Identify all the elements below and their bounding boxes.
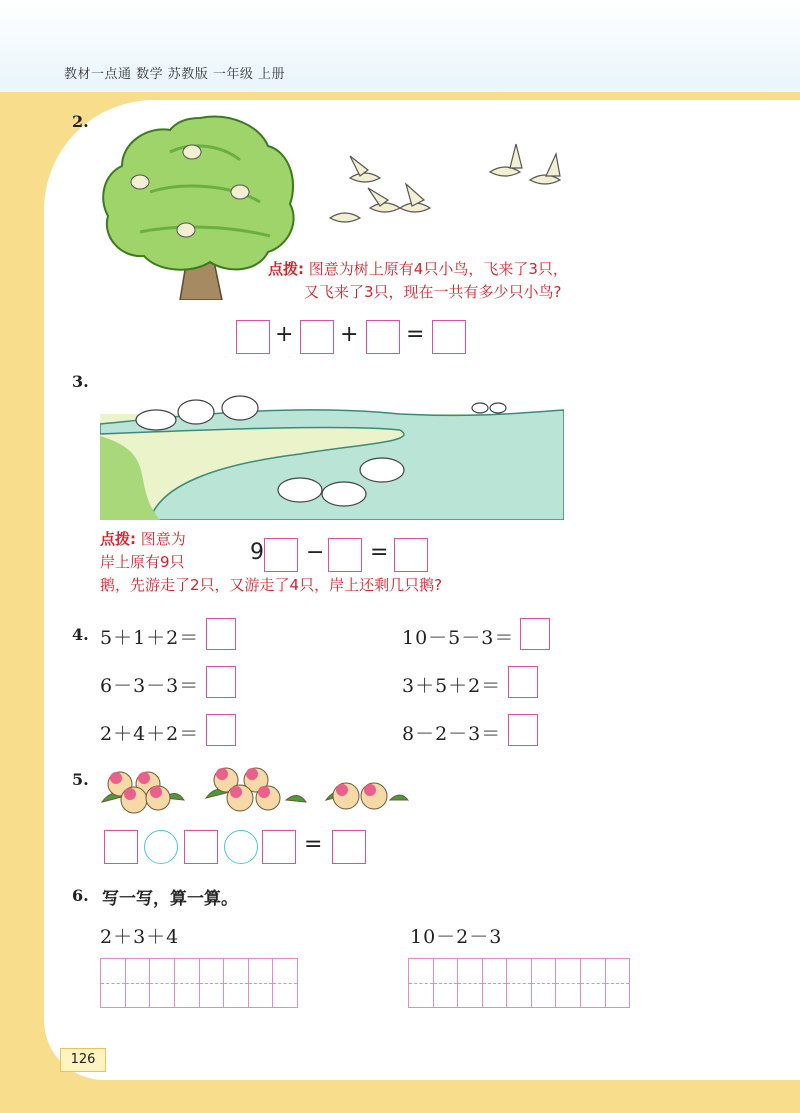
answer-box[interactable] xyxy=(236,320,270,354)
equation-text: 3＋5＋2＝ xyxy=(402,675,502,697)
equation-text: 6－3－3＝ xyxy=(100,675,200,697)
answer-box[interactable] xyxy=(206,666,236,698)
operator-circle[interactable] xyxy=(144,830,178,864)
answer-box[interactable] xyxy=(366,320,400,354)
equation-text: 10－5－3＝ xyxy=(402,627,515,649)
answer-box[interactable] xyxy=(328,538,362,572)
answer-box[interactable] xyxy=(206,714,236,746)
answer-box[interactable] xyxy=(262,830,296,864)
equation-text: 2＋4＋2＝ xyxy=(100,723,200,745)
answer-box[interactable] xyxy=(184,830,218,864)
question-3-number: 3. xyxy=(72,372,89,391)
question-2-number: 2. xyxy=(72,112,89,131)
start-number: 9 xyxy=(250,540,264,565)
equals-sign: = xyxy=(304,832,323,857)
equals-sign: = xyxy=(370,540,389,565)
hint-text-line1: 图意为树上原有4只小鸟，飞来了3只， xyxy=(308,260,568,278)
hint-label: 点拨: xyxy=(100,530,136,548)
question-6-title: 写一写，算一算。 xyxy=(102,889,238,909)
geese-pond-illustration xyxy=(100,374,564,520)
page-number: 126 xyxy=(60,1048,106,1072)
hint-text-line1: 图意为 xyxy=(140,530,186,548)
equation-text: 5＋1＋2＝ xyxy=(100,627,200,649)
peaches-illustration xyxy=(100,762,410,814)
flying-birds-illustration xyxy=(320,128,590,238)
equation-text: 8－2－3＝ xyxy=(402,723,502,745)
writing-grid-left[interactable] xyxy=(100,958,298,1008)
hint-text-line2: 又飞来了3只，现在一共有多少只小鸟? xyxy=(304,283,562,301)
answer-box[interactable] xyxy=(520,618,550,650)
plus-sign: + xyxy=(275,322,294,347)
hint-text-line3: 鹅，先游走了2只，又游走了4只，岸上还剩几只鹅? xyxy=(100,576,443,594)
equals-sign: = xyxy=(406,322,425,347)
hint-label: 点拨: xyxy=(268,260,304,278)
plus-sign: + xyxy=(340,322,359,347)
question-5-number: 5. xyxy=(72,770,89,789)
minus-sign: − xyxy=(306,540,325,565)
question-4-number: 4. xyxy=(72,625,89,644)
answer-box[interactable] xyxy=(332,830,366,864)
book-header: 教材一点通 数学 苏教版 一年级 上册 xyxy=(64,67,286,82)
expression-right: 10－2－3 xyxy=(410,926,503,948)
writing-grid-right[interactable] xyxy=(408,958,630,1008)
answer-box[interactable] xyxy=(508,714,538,746)
operator-circle[interactable] xyxy=(224,830,258,864)
answer-box[interactable] xyxy=(300,320,334,354)
question-6-number: 6. xyxy=(72,886,89,905)
answer-box[interactable] xyxy=(206,618,236,650)
answer-box[interactable] xyxy=(104,830,138,864)
hint-text-line2: 岸上原有9只 xyxy=(100,553,185,571)
answer-box[interactable] xyxy=(394,538,428,572)
expression-left: 2＋3＋4 xyxy=(100,926,180,948)
answer-box[interactable] xyxy=(432,320,466,354)
answer-box[interactable] xyxy=(508,666,538,698)
question-2-hint xyxy=(268,258,568,304)
answer-box[interactable] xyxy=(264,538,298,572)
